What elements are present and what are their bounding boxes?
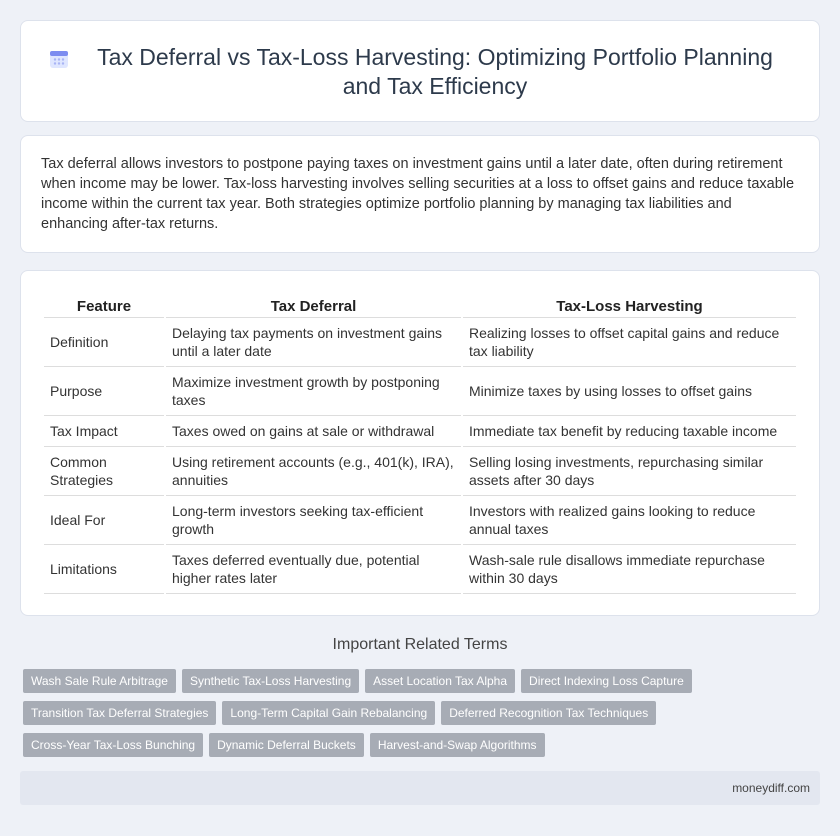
related-term-tag[interactable]: Asset Location Tax Alpha — [365, 669, 515, 693]
row-tax-loss-harvesting: Minimize taxes by using losses to offset gains — [463, 367, 796, 416]
row-feature: Tax Impact — [44, 416, 164, 447]
row-feature: Purpose — [44, 367, 164, 416]
intro-paragraph: Tax deferral allows investors to postpone paying taxes on investment gains until a later date, often during retirement when income may be lower. Tax-loss harvesting involves selling securities at a loss to offset gains and reduce taxable income within the current tax year. Both strategies optimize portfolio planning by managing tax liabilities and enhancing after-tax returns. — [41, 156, 795, 232]
table-row — [44, 447, 796, 496]
comparison-table — [42, 296, 798, 594]
related-term-tag[interactable]: Direct Indexing Loss Capture — [521, 669, 692, 693]
related-term-tag[interactable]: Wash Sale Rule Arbitrage — [23, 669, 176, 693]
row-tax-deferral: Delaying tax payments on investment gains until a later date — [166, 318, 461, 367]
related-term-tag[interactable]: Deferred Recognition Tax Techniques — [441, 701, 656, 725]
row-tax-deferral: Long-term investors seeking tax-efficient growth — [166, 496, 461, 545]
row-tax-deferral: Using retirement accounts (e.g., 401(k), IRA), annuities — [166, 447, 461, 496]
row-tax-deferral: Maximize investment growth by postponing taxes — [166, 367, 461, 416]
row-tax-loss-harvesting: Realizing losses to offset capital gains and reduce tax liability — [463, 318, 796, 367]
related-term-tag[interactable]: Long-Term Capital Gain Rebalancing — [222, 701, 435, 725]
table-row — [44, 416, 796, 447]
page-title: Tax Deferral vs Tax-Loss Harvesting: Optimizing Portfolio Planning and Tax Efficiency — [97, 44, 773, 99]
related-term-tag[interactable]: Synthetic Tax-Loss Harvesting — [182, 669, 359, 693]
row-feature: Ideal For — [44, 496, 164, 545]
row-feature: Definition — [44, 318, 164, 367]
table-row — [44, 545, 796, 594]
related-term-tag[interactable]: Harvest-and-Swap Algorithms — [370, 733, 545, 757]
row-feature: Common Strategies — [44, 447, 164, 496]
table-header-row — [44, 296, 796, 318]
row-feature: Limitations — [44, 545, 164, 594]
row-tax-loss-harvesting: Immediate tax benefit by reducing taxable income — [463, 416, 796, 447]
header-tax-deferral: Tax Deferral — [166, 296, 461, 318]
table-row — [44, 496, 796, 545]
footer — [20, 771, 820, 805]
row-tax-loss-harvesting: Selling losing investments, repurchasing similar assets after 30 days — [463, 447, 796, 496]
comparison-card — [20, 270, 820, 616]
related-term-tag[interactable]: Cross-Year Tax-Loss Bunching — [23, 733, 203, 757]
related-term-tag[interactable]: Transition Tax Deferral Strategies — [23, 701, 216, 725]
header-tax-loss-harvesting: Tax-Loss Harvesting — [463, 296, 796, 318]
row-tax-loss-harvesting: Investors with realized gains looking to reduce annual taxes — [463, 496, 796, 545]
row-tax-deferral: Taxes owed on gains at sale or withdrawal — [166, 416, 461, 447]
related-terms-list — [23, 669, 803, 765]
row-tax-loss-harvesting: Wash-sale rule disallows immediate repurchase within 30 days — [463, 545, 796, 594]
title-card — [20, 20, 820, 122]
intro-card — [20, 135, 820, 253]
row-tax-deferral: Taxes deferred eventually due, potential higher rates later — [166, 545, 461, 594]
footer-site-link[interactable]: moneydiff.com — [732, 781, 810, 795]
related-term-tag[interactable]: Dynamic Deferral Buckets — [209, 733, 364, 757]
table-row — [44, 367, 796, 416]
related-terms-title: Important Related Terms — [332, 636, 508, 653]
header-feature: Feature — [44, 296, 164, 318]
table-row — [44, 318, 796, 367]
